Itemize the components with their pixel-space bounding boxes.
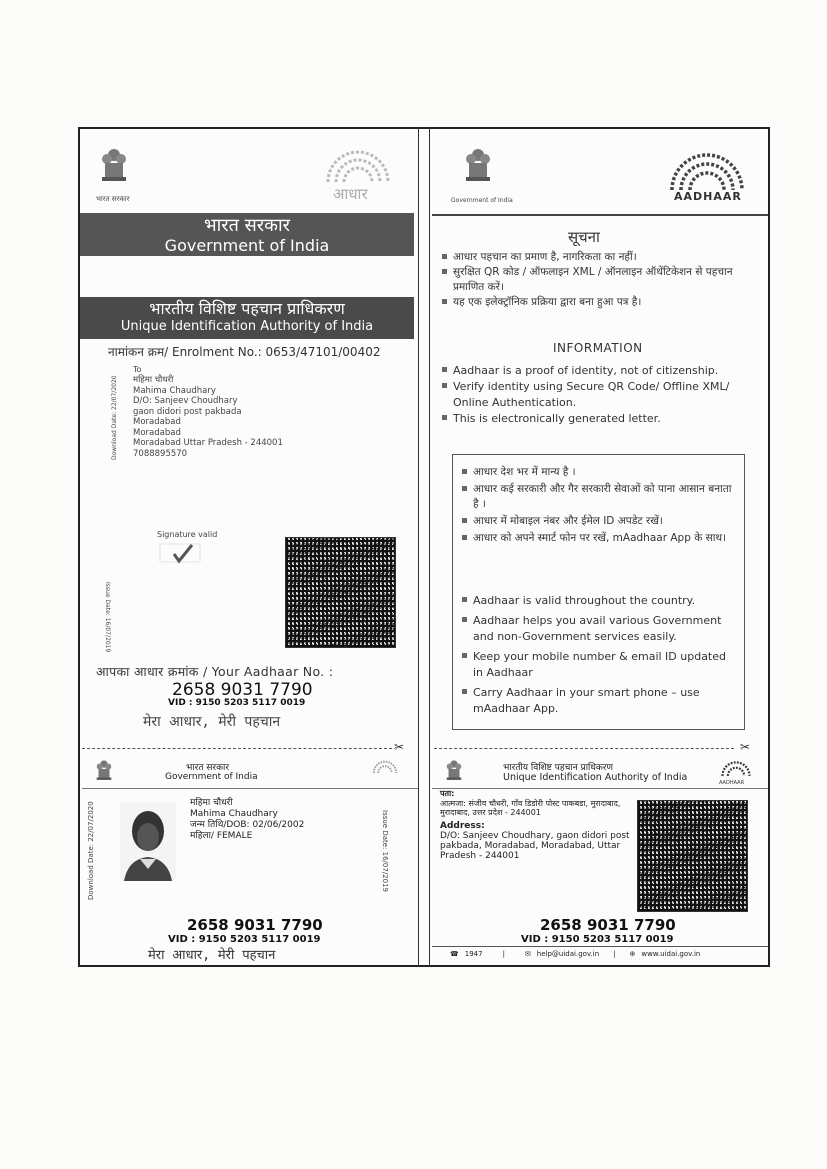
aadhaar-logo-text: AADHAAR bbox=[674, 190, 742, 203]
emblem-caption: भारत सरकार bbox=[96, 195, 130, 203]
card-aadhaar-number: 2658 9031 7790 bbox=[187, 916, 323, 934]
website-link[interactable]: www.uidai.gov.in bbox=[641, 950, 701, 958]
notice-item: यह एक इलेक्ट्रॉनिक प्रक्रिया द्वारा बना हुआ पत्र है। bbox=[442, 295, 762, 310]
address-line: महिमा चौधरी bbox=[133, 375, 174, 385]
card-gov-english: Government of India bbox=[165, 772, 258, 782]
qr-code bbox=[285, 537, 396, 648]
box-hindi-list bbox=[462, 465, 732, 546]
photo-avatar bbox=[120, 803, 176, 881]
card-download-date: Download Date: 22/07/2020 bbox=[87, 801, 95, 900]
gender: महिला/ FEMALE bbox=[190, 831, 253, 841]
address-line: Moradabad bbox=[133, 427, 181, 438]
mobile-number: 7088895570 bbox=[133, 448, 188, 459]
name-hindi: महिमा चौधरी bbox=[190, 798, 233, 808]
email-link[interactable]: help@uidai.gov.in bbox=[536, 950, 600, 958]
card-issue-date: Issue Date: 16/07/2019 bbox=[381, 810, 389, 892]
vid-number: VID : 9150 5203 5117 0019 bbox=[168, 698, 306, 708]
address-label: Address: bbox=[440, 820, 485, 831]
center-fold-divider bbox=[418, 127, 430, 967]
box-hindi-item: आधार कई सरकारी और गैर सरकारी सेवाओं को पाना आसान बनाता है । bbox=[462, 482, 732, 512]
notice-title: सूचना bbox=[568, 228, 600, 246]
separator: | bbox=[502, 950, 505, 958]
header-rule bbox=[432, 214, 768, 216]
back-vid: VID : 9150 5203 5117 0019 bbox=[521, 934, 674, 945]
phone-icon: ☎ bbox=[450, 950, 459, 958]
contact-footer bbox=[450, 950, 700, 958]
emblem-caption: Government of India bbox=[451, 197, 513, 204]
tagline: मेरा आधार, मेरी पहचान bbox=[143, 714, 281, 730]
back-uidai-hindi: भारतीय विशिष्ट पहचान प्राधिकरण bbox=[503, 763, 613, 773]
address-line: Moradabad bbox=[133, 417, 181, 427]
notice-item: आधार पहचान का प्रमाण है, नागरिकता का नहीं। bbox=[442, 250, 762, 265]
uidai-english: Unique Identification Authority of India bbox=[120, 319, 374, 334]
address-english: D/O: Sanjeev Choudhary, gaon didori post pakbada, Moradabad, Moradabad, Uttar Pradesh - 244001 bbox=[440, 831, 630, 861]
cut-line bbox=[434, 748, 734, 749]
box-hindi-item: आधार में मोबाइल नंबर और ईमेल ID अपडेट रखें। bbox=[462, 514, 732, 529]
scissors-icon: ✂ bbox=[740, 740, 751, 754]
name: Mahima Chaudhary bbox=[190, 809, 278, 819]
gov-english: Government of India bbox=[164, 236, 330, 255]
aadhaar-no-label: आपका आधार क्रमांक / Your Aadhaar No. : bbox=[96, 664, 334, 679]
aadhaar-logo-icon bbox=[664, 150, 750, 192]
emblem-icon bbox=[444, 758, 464, 786]
address-hindi: आत्मजा: संजीव चौधरी, गाँव डिडोरी पोस्ट पाकबडा, मुरादाबाद, मुरादाबाद, उत्तर प्रदेश - 244001 bbox=[440, 798, 621, 817]
back-address-block bbox=[440, 789, 630, 861]
info-box bbox=[452, 454, 745, 730]
uidai-banner bbox=[80, 297, 414, 339]
signature-label: Signature valid bbox=[157, 530, 218, 539]
gov-hindi: भारत सरकार bbox=[203, 215, 291, 236]
back-qr-code bbox=[637, 800, 748, 912]
box-english-item: Keep your mobile number & email ID updated in Aadhaar bbox=[462, 649, 732, 681]
info-title: INFORMATION bbox=[553, 341, 643, 355]
checkmark-icon bbox=[158, 542, 202, 568]
info-item: Aadhaar is a proof of identity, not of citizenship. bbox=[442, 363, 762, 379]
box-hindi-item: आधार को अपने स्मार्ट फोन पर रखें, mAadhaar App के साथ। bbox=[462, 531, 732, 546]
mail-icon: ✉ bbox=[524, 950, 531, 958]
notice-list bbox=[442, 250, 762, 310]
address-line: Moradabad Uttar Pradesh - 244001 bbox=[133, 438, 283, 448]
enrolment-number: नामांकन क्रम/ Enrolment No.: 0653/47101/00402 bbox=[108, 345, 381, 359]
box-english-item: Carry Aadhaar in your smart phone – use mAadhaar App. bbox=[462, 685, 732, 717]
box-english-item: Aadhaar is valid throughout the country. bbox=[462, 593, 732, 609]
issue-date-vertical: Issue Date: 16/07/2019 bbox=[104, 582, 111, 653]
globe-icon: ⊕ bbox=[629, 950, 636, 958]
footer-rule bbox=[432, 946, 768, 947]
aadhaar-logo-text: आधार bbox=[333, 185, 368, 203]
card-vid: VID : 9150 5203 5117 0019 bbox=[168, 934, 321, 945]
box-english-list bbox=[462, 593, 732, 717]
info-item: This is electronically generated letter. bbox=[442, 411, 762, 427]
aadhaar-logo-icon bbox=[370, 758, 400, 778]
helpline: 1947 bbox=[464, 950, 483, 958]
card-tagline: मेरा आधार, मेरी पहचान bbox=[148, 948, 276, 963]
separator: | bbox=[613, 950, 616, 958]
download-date-vertical: Download Date: 22/07/2020 bbox=[111, 375, 118, 460]
cut-line bbox=[82, 748, 392, 749]
address-line: Mahima Chaudhary bbox=[133, 385, 216, 396]
gov-banner bbox=[80, 213, 414, 256]
card-header-rule bbox=[82, 788, 418, 789]
emblem-icon bbox=[98, 145, 130, 191]
address-line: gaon didori post pakbada bbox=[133, 406, 242, 417]
info-item: Verify identity using Secure QR Code/ Offline XML/ Online Authentication. bbox=[442, 379, 762, 411]
to-label: To bbox=[133, 365, 142, 374]
uidai-hindi: भारतीय विशिष्ट पहचान प्राधिकरण bbox=[149, 299, 345, 318]
card-gov-hindi: भारत सरकार bbox=[186, 763, 230, 773]
pata-label: पता: bbox=[440, 789, 455, 798]
back-logo-text: AADHAAR bbox=[719, 780, 745, 786]
emblem-icon bbox=[94, 758, 114, 786]
recipient-address bbox=[133, 375, 283, 459]
dob: जन्म तिथि/DOB: 02/06/2002 bbox=[190, 820, 305, 830]
card-details bbox=[190, 798, 304, 842]
address-line: D/O: Sanjeev Choudhary bbox=[133, 396, 238, 406]
box-english-item: Aadhaar helps you avail various Government and non-Government services easily. bbox=[462, 613, 732, 645]
aadhaar-number: 2658 9031 7790 bbox=[172, 680, 313, 700]
box-hindi-item: आधार देश भर में मान्य है । bbox=[462, 465, 732, 480]
aadhaar-logo-icon bbox=[718, 760, 754, 780]
info-list bbox=[442, 363, 762, 427]
back-uidai-english: Unique Identification Authority of India bbox=[503, 772, 688, 783]
emblem-icon bbox=[462, 145, 494, 191]
scissors-icon: ✂ bbox=[394, 740, 405, 754]
notice-item: सुरक्षित QR कोड / ऑफलाइन XML / ऑनलाइन ऑथेंटिकेशन से पहचान प्रमाणित करें। bbox=[442, 265, 762, 295]
back-aadhaar-number: 2658 9031 7790 bbox=[540, 916, 676, 934]
